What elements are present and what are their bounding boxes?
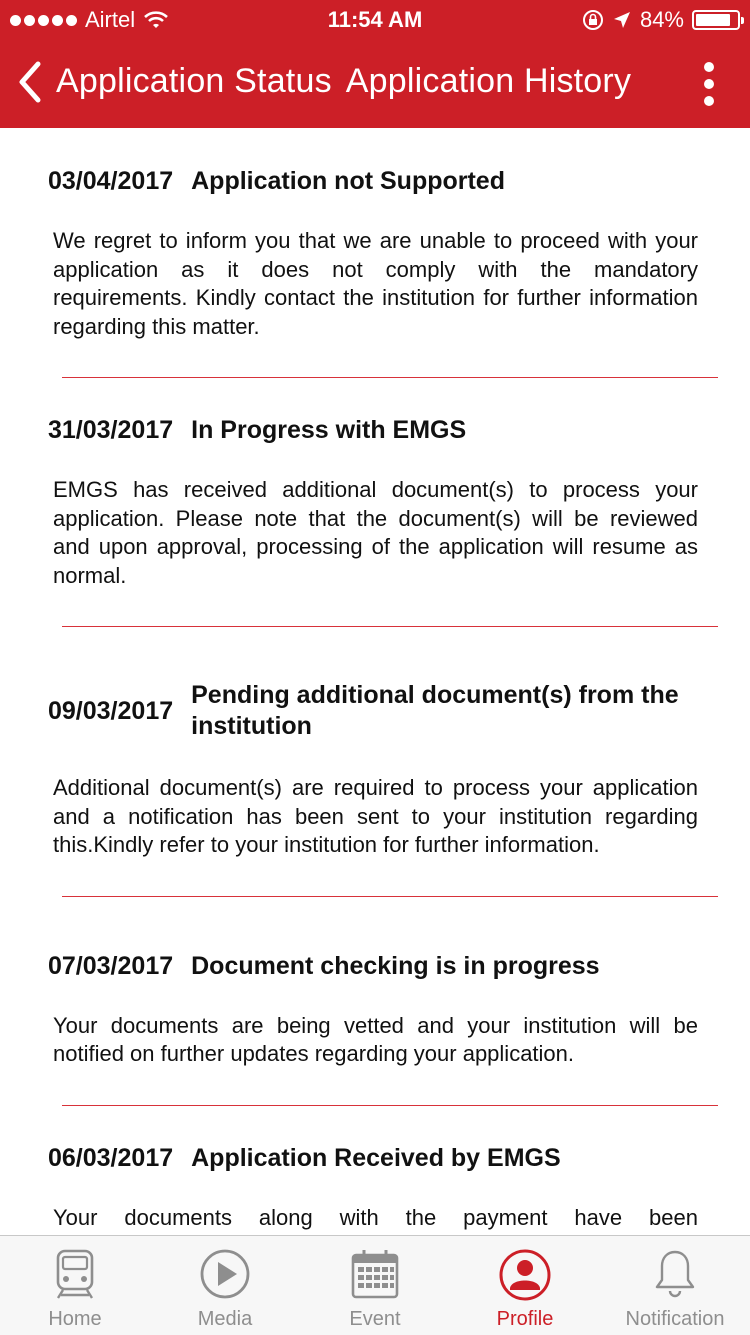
history-entry xyxy=(0,166,750,341)
entry-header xyxy=(48,1143,698,1174)
entry-message: EMGS has received additional document(s) to process your application. Please note that the document(s) will be reviewed and upon approval, processing of the application will resume as normal. xyxy=(53,477,698,588)
tab-label: Home xyxy=(48,1308,102,1330)
tab-label: Notification xyxy=(625,1308,725,1330)
location-arrow-icon xyxy=(612,10,632,30)
tab-event[interactable] xyxy=(300,1236,450,1335)
history-entry xyxy=(0,415,750,590)
entry-status: In Progress with EMGS xyxy=(191,416,467,444)
history-entry xyxy=(0,1143,750,1233)
history-list[interactable] xyxy=(0,128,750,1235)
tab-bar xyxy=(0,1235,750,1335)
entry-date: 07/03/2017 xyxy=(48,951,174,980)
entry-divider xyxy=(62,1105,718,1106)
entry-divider xyxy=(62,626,718,627)
more-options-button[interactable] xyxy=(702,62,716,106)
entry-header xyxy=(48,415,698,446)
status-bar xyxy=(0,0,750,40)
tab-profile[interactable] xyxy=(450,1236,600,1335)
top-bar xyxy=(0,0,750,128)
more-dot-icon xyxy=(704,79,714,89)
battery-percent: 84% xyxy=(639,7,684,32)
tab-label: Media xyxy=(197,1308,253,1330)
entry-date: 31/03/2017 xyxy=(48,416,174,444)
history-entry xyxy=(0,680,750,860)
status-time: 11:54 AM xyxy=(327,7,423,32)
entry-date: 09/03/2017 xyxy=(48,696,174,725)
entry-message: Additional document(s) are required to process your application and a notification has been sent to your institution regarding this.Kindly refer to your institution for further information. xyxy=(53,775,698,857)
history-entry xyxy=(0,951,750,1069)
entry-divider xyxy=(62,896,718,897)
page-title: Application Status xyxy=(56,62,332,100)
bell-icon xyxy=(653,1248,697,1300)
more-dot-icon xyxy=(704,62,714,72)
nav-title xyxy=(56,62,631,101)
entry-status: Application not Supported xyxy=(191,167,505,195)
entry-date: 03/04/2017 xyxy=(48,167,174,195)
back-button[interactable] xyxy=(12,58,48,106)
entry-status: Document checking is in progress xyxy=(191,951,600,980)
tab-label: Event xyxy=(349,1308,401,1330)
entry-message: We regret to inform you that we are unable to proceed with your application as it does not comply with the mandatory requirements. Kindly contact the institution for further information regarding this matter. xyxy=(53,228,698,339)
entry-header xyxy=(48,680,698,742)
entry-header xyxy=(48,166,698,197)
entry-status: Application Received by EMGS xyxy=(191,1143,561,1172)
tab-label: Profile xyxy=(496,1308,554,1330)
nav-bar xyxy=(0,40,750,128)
profile-icon xyxy=(498,1248,552,1302)
entry-message: Your documents along with the payment have been xyxy=(53,1204,698,1230)
status-right xyxy=(582,0,740,40)
calendar-icon xyxy=(350,1248,400,1300)
rotation-lock-icon xyxy=(582,9,604,31)
entry-message: Your documents are being vetted and your institution will be notified on further updates regarding your application. xyxy=(53,1012,698,1066)
entry-header xyxy=(48,951,698,982)
tab-notification[interactable] xyxy=(600,1236,750,1335)
battery-icon xyxy=(692,10,740,30)
more-dot-icon xyxy=(704,96,714,106)
train-icon xyxy=(53,1248,97,1300)
tab-media[interactable] xyxy=(150,1236,300,1335)
tab-home[interactable] xyxy=(0,1236,150,1335)
entry-divider xyxy=(62,377,718,378)
carrier-name: Airtel xyxy=(85,7,136,32)
page-subtitle: Application History xyxy=(345,62,632,100)
play-icon xyxy=(199,1248,251,1300)
entry-date: 06/03/2017 xyxy=(48,1143,174,1172)
entry-status: Pending additional document(s) from the institution xyxy=(191,681,679,740)
